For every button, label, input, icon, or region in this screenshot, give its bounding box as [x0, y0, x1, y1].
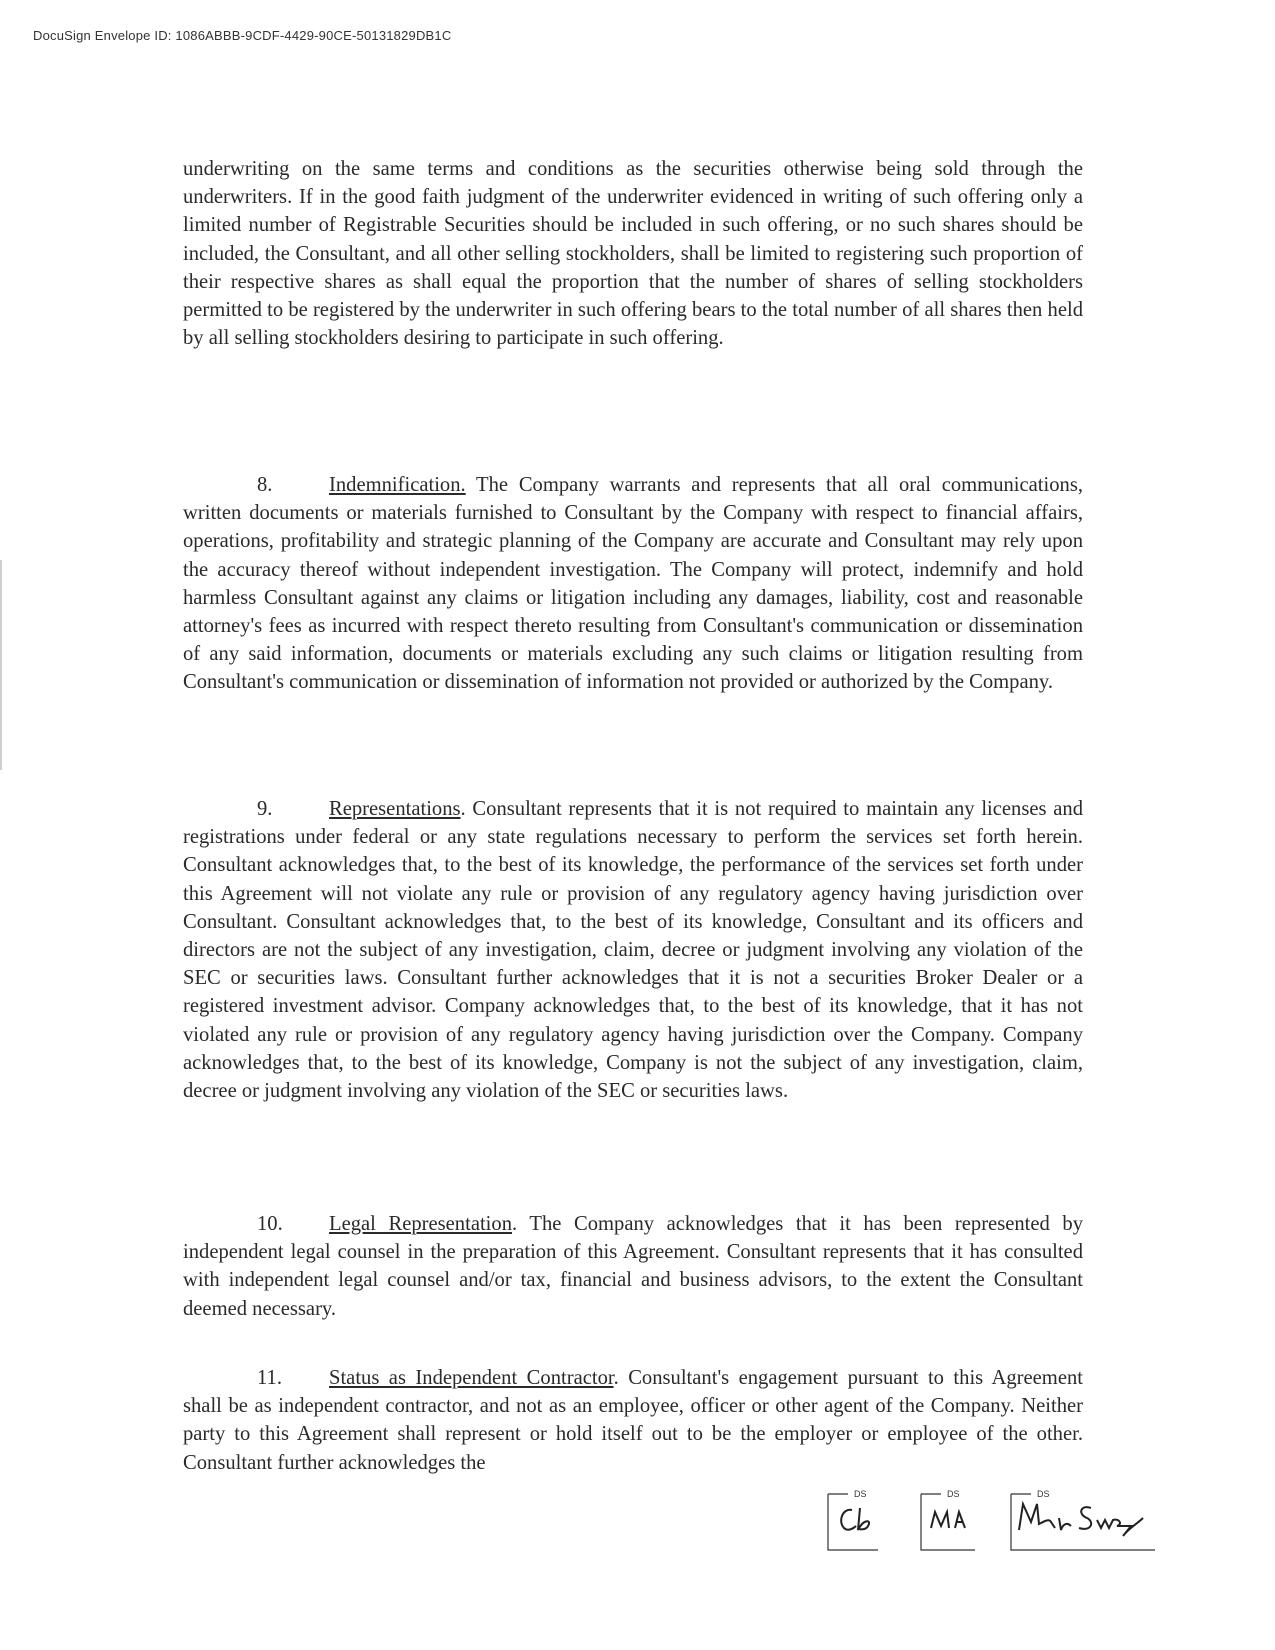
paragraph-9-number: 9. [257, 798, 273, 820]
initial-box-signature[interactable] [1005, 1488, 1165, 1554]
scan-edge [0, 560, 2, 770]
paragraph-11-number: 11. [257, 1367, 282, 1389]
paragraph-9 [183, 795, 1083, 1105]
paragraph-continuation-text: underwriting on the same terms and conditions as the securities otherwise being sold through the underwriters. If in the good faith judgment of the underwriter evidenced in writing of such offering only a limited number of Registrable Securities should be included in such offering, or no such shares should be included, the Consultant, and all other selling stockholders, shall be limited to registering such proportion of their respective shares as shall equal the proportion that the number of shares of selling stockholders permitted to be registered by the underwriter in such offering bears to the total number of all shares then held by all selling stockholders desiring to participate in such offering. [183, 158, 1083, 350]
paragraph-8 [183, 471, 1083, 697]
paragraph-10 [183, 1210, 1083, 1323]
ds-tag: DS [947, 1489, 960, 1499]
paragraph-8-heading: Indemnification. [329, 474, 466, 496]
initial-box-cb[interactable] [818, 1488, 884, 1554]
initial-box-ma[interactable] [915, 1488, 981, 1554]
paragraph-11 [183, 1364, 1083, 1477]
paragraph-9-heading: Representations [329, 798, 461, 820]
paragraph-11-text: . Consultant's engagement pursuant to this Agreement shall be as independent contractor, and not as an employee, officer or other agent of the Company. Neither party to this Agreement shall represent or hold itself out to be the employer or employee of the other. Consultant further acknowledges the [183, 1367, 1083, 1474]
paragraph-8-number: 8. [257, 474, 273, 496]
paragraph-10-number: 10. [257, 1213, 283, 1235]
ds-tag: DS [1037, 1489, 1050, 1499]
paragraph-11-heading: Status as Independent Contractor [329, 1367, 614, 1389]
paragraph-10-text: . The Company acknowledges that it has been represented by independent legal counsel in the preparation of this Agreement. Consultant represents that it has consulted with independent legal counsel and/or tax, financial and business advisors, to the extent the Consultant deemed necessary. [183, 1213, 1083, 1320]
paragraph-9-text: . Consultant represents that it is not required to maintain any licenses and registrations under federal or any state regulations necessary to perform the services set forth herein. Consultant acknowledges that, to the best of its knowledge, the performance of the services set forth under this Agreement will not violate any rule or provision of any regulatory agency having jurisdiction over Consultant. Consultant acknowledges that, to the best of its knowledge, Consultant and its officers and directors are not the subject of any investigation, claim, decree or judgment involving any violation of the SEC or securities laws. Consultant further acknowledges that it is not a securities Broker Dealer or a registered investment advisor. Company acknowledges that, to the best of its knowledge, that it has not violated any rule or provision of any regulatory agency having jurisdiction over the Company. Company acknowledges that, to the best of its knowledge, Company is not the subject of any investigation, claim, decree or judgment involving any violation of the SEC or securities laws. [183, 798, 1083, 1103]
paragraph-continuation [183, 155, 1083, 352]
paragraph-8-text: The Company warrants and represents that all oral communications, written documents or materials furnished to Consultant by the Company with respect to financial affairs, operations, profitability and strategic planning of the Company are accurate and Consultant may rely upon the accuracy thereof without independent investigation. The Company will protect, indemnify and hold harmless Consultant against any claims or litigation including any damages, liability, cost and reasonable attorney's fees as incurred with respect thereto resulting from Consultant's communication or dissemination of any said information, documents or materials excluding any such claims or litigation resulting from Consultant's communication or dissemination of information not provided or authorized by the Company. [183, 474, 1083, 694]
ds-tag: DS [854, 1489, 867, 1499]
paragraph-10-heading: Legal Representation [329, 1213, 512, 1235]
envelope-id: DocuSign Envelope ID: 1086ABBB-9CDF-4429-90CE-50131829DB1C [33, 28, 452, 43]
